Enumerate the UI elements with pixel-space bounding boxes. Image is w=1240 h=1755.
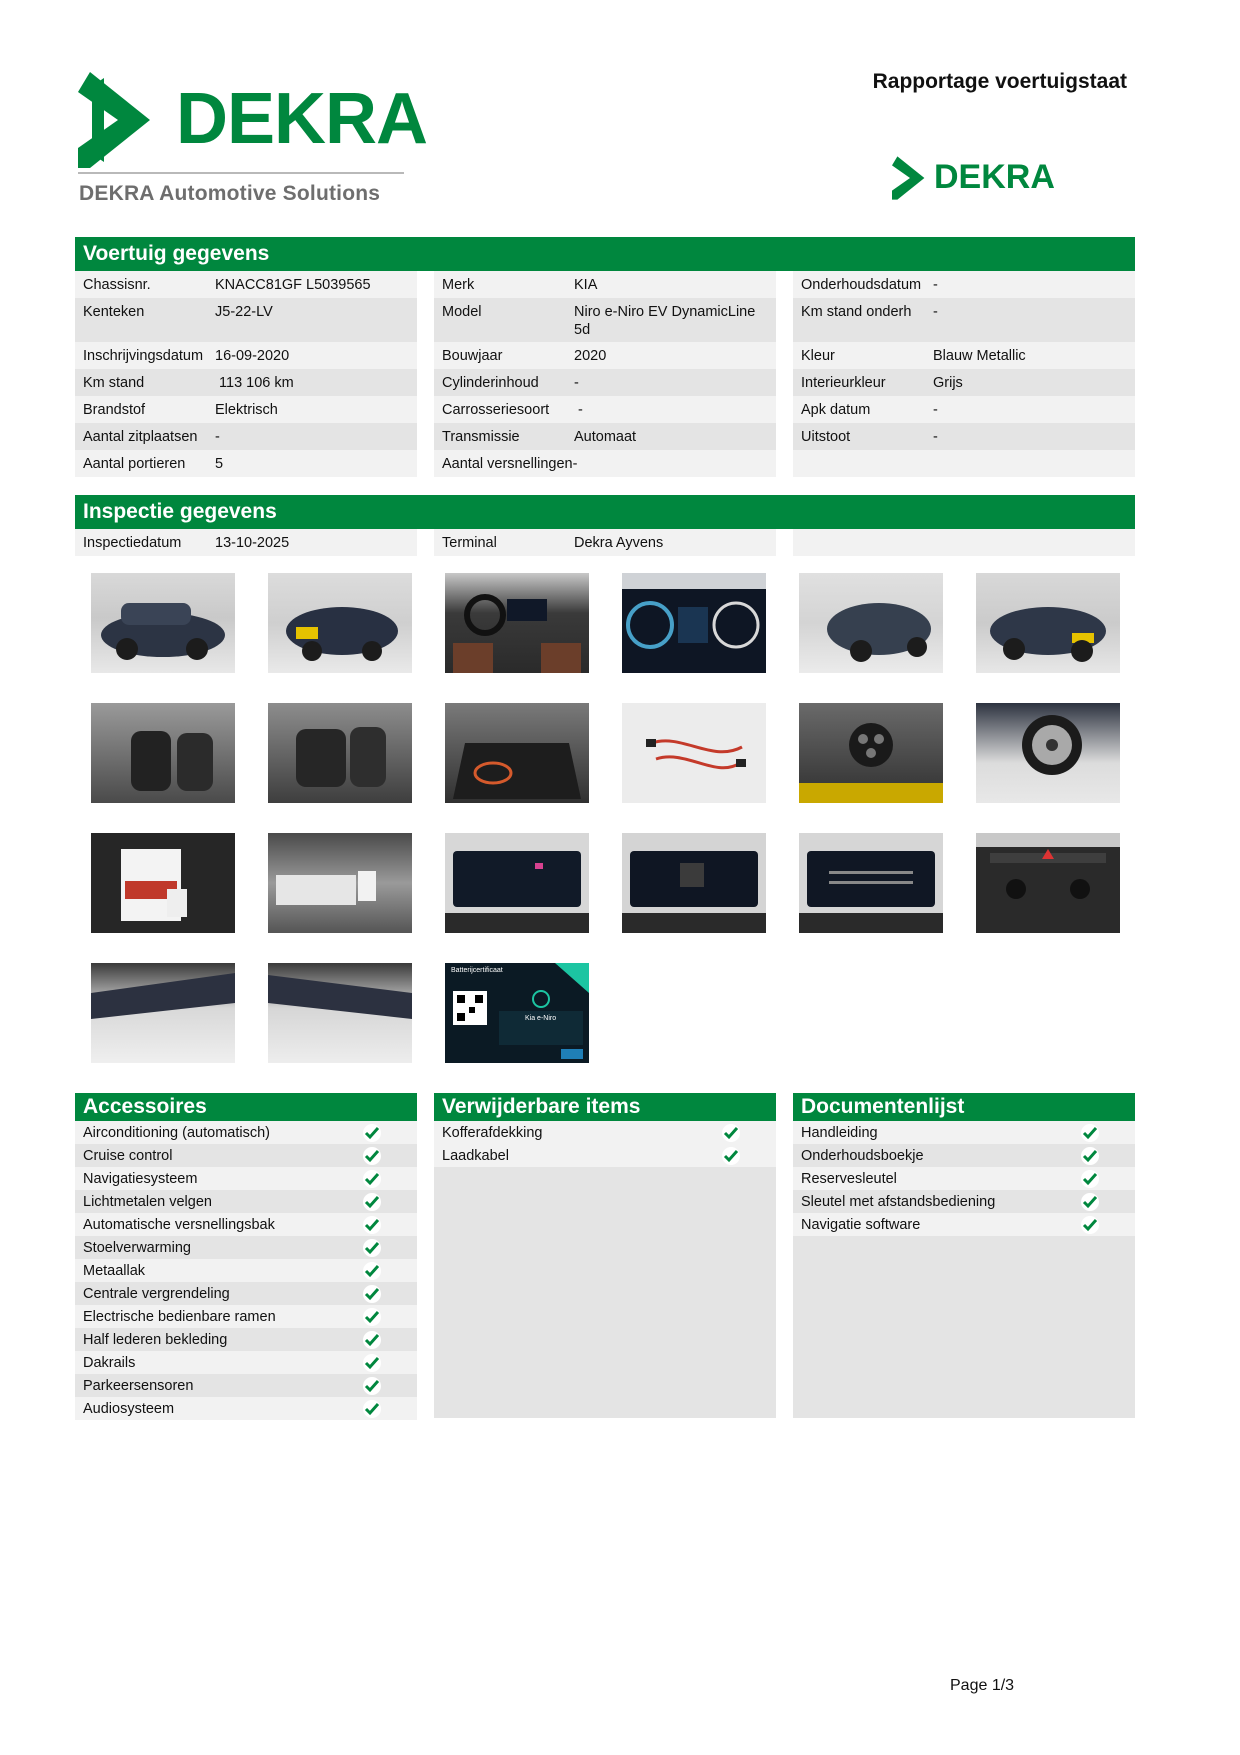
accessory-item bbox=[75, 1282, 417, 1305]
inspection-empty-row-wrap bbox=[793, 529, 1135, 556]
accessory-label: Electrische bedienbare ramen bbox=[83, 1308, 276, 1325]
check-icon bbox=[363, 1354, 381, 1372]
accessory-item bbox=[75, 1236, 417, 1259]
check-icon bbox=[1081, 1193, 1099, 1211]
check-icon bbox=[1081, 1170, 1099, 1188]
vehicle-row bbox=[434, 450, 776, 477]
field-label: Bouwjaar bbox=[442, 348, 503, 364]
check-icon bbox=[363, 1308, 381, 1326]
vehicle-row bbox=[793, 396, 1135, 423]
rear-seats-image bbox=[268, 703, 412, 803]
field-label: Uitstoot bbox=[801, 429, 851, 445]
check-icon bbox=[1081, 1124, 1099, 1142]
accessory-item bbox=[75, 1305, 417, 1328]
cluster-image bbox=[622, 573, 766, 673]
vehicle-row bbox=[793, 423, 1135, 450]
photo-rear-left-exterior[interactable] bbox=[799, 573, 943, 673]
field-value: 5 bbox=[215, 456, 224, 472]
dekra-small-logo bbox=[886, 156, 1056, 204]
document-label: Handleiding bbox=[801, 1124, 878, 1141]
vehicle-row bbox=[434, 369, 776, 396]
vehicle-row bbox=[75, 423, 417, 450]
photo-climate-controls[interactable] bbox=[976, 833, 1120, 933]
check-icon bbox=[1081, 1216, 1099, 1234]
field-value: KNACC81GF L5039565 bbox=[215, 277, 371, 293]
accessory-label: Half lederen bekleding bbox=[83, 1331, 228, 1348]
field-value: - bbox=[215, 429, 220, 445]
accessory-label: Airconditioning (automatisch) bbox=[83, 1124, 270, 1141]
photo-sill-right[interactable] bbox=[268, 963, 412, 1063]
accessory-item bbox=[75, 1213, 417, 1236]
check-icon bbox=[722, 1124, 740, 1142]
vehicle-col-3 bbox=[793, 271, 1135, 477]
field-label: Merk bbox=[442, 277, 475, 293]
vehicle-row bbox=[75, 396, 417, 423]
vehicle-row bbox=[793, 342, 1135, 369]
document-item bbox=[793, 1144, 1135, 1167]
photo-instrument-cluster[interactable] bbox=[622, 573, 766, 673]
photo-front-left-exterior[interactable] bbox=[91, 573, 235, 673]
field-value: - bbox=[572, 456, 578, 472]
field-value: Automaat bbox=[574, 429, 637, 445]
photo-manuals[interactable] bbox=[91, 833, 235, 933]
accessory-label: Audiosysteem bbox=[83, 1400, 175, 1417]
car-rear-image bbox=[268, 573, 412, 673]
field-label: Aantal zitplaatsen bbox=[83, 429, 198, 445]
photo-rear-seats[interactable] bbox=[268, 703, 412, 803]
check-icon bbox=[363, 1239, 381, 1257]
photo-infotainment-1[interactable] bbox=[445, 833, 589, 933]
photo-sill-left[interactable] bbox=[91, 963, 235, 1063]
inspection-terminal-row bbox=[434, 529, 776, 556]
vehicle-row bbox=[793, 450, 1135, 477]
photo-wheel[interactable] bbox=[976, 703, 1120, 803]
accessories-heading: Accessoires bbox=[75, 1093, 417, 1121]
manuals-image bbox=[91, 833, 235, 933]
field-label: Km stand onderh bbox=[801, 304, 912, 320]
sill-left-image bbox=[91, 963, 235, 1063]
removable-items-heading: Verwijderbare items bbox=[434, 1093, 776, 1121]
vehicle-row bbox=[75, 342, 417, 369]
field-value: J5-22-LV bbox=[215, 304, 273, 320]
check-icon bbox=[363, 1193, 381, 1211]
photo-infotainment-2[interactable] bbox=[622, 833, 766, 933]
small-logo-wordmark: DEKRA bbox=[934, 158, 1055, 196]
removable-label: Kofferafdekking bbox=[442, 1124, 543, 1141]
field-label: Model bbox=[442, 304, 482, 320]
photo-door-sticker[interactable] bbox=[268, 833, 412, 933]
document-label: Navigatie software bbox=[801, 1216, 921, 1233]
check-icon bbox=[363, 1377, 381, 1395]
door-sticker-image bbox=[268, 833, 412, 933]
field-label: Aantal versnellingen bbox=[442, 456, 573, 472]
climate-controls-image bbox=[976, 833, 1120, 933]
field-label: Interieurkleur bbox=[801, 375, 886, 391]
photo-trunk[interactable] bbox=[445, 703, 589, 803]
document-label: Reservesleutel bbox=[801, 1170, 897, 1187]
field-value: - bbox=[933, 429, 938, 445]
field-value: 16-09-2020 bbox=[215, 348, 290, 364]
field-value: - bbox=[933, 277, 938, 293]
report-title: Rapportage voertuigstaat bbox=[872, 70, 1127, 93]
logo-divider bbox=[78, 172, 404, 174]
field-label: Apk datum bbox=[801, 402, 871, 418]
photo-battery-certificate[interactable] bbox=[445, 963, 589, 1063]
field-value: 113 106 km bbox=[215, 375, 294, 391]
dekra-small-arrow-icon bbox=[892, 156, 928, 200]
accessory-label: Metaallak bbox=[83, 1262, 146, 1279]
car-front-right-image bbox=[976, 573, 1120, 673]
document-item bbox=[793, 1190, 1135, 1213]
field-value: Elektrisch bbox=[215, 402, 278, 418]
trunk-image bbox=[445, 703, 589, 803]
photo-front-seats[interactable] bbox=[91, 703, 235, 803]
vehicle-row bbox=[434, 396, 776, 423]
accessory-item bbox=[75, 1190, 417, 1213]
vehicle-row bbox=[434, 271, 776, 298]
document-item bbox=[793, 1121, 1135, 1144]
vehicle-row bbox=[793, 369, 1135, 396]
charging-cable-image bbox=[622, 703, 766, 803]
field-label: Kenteken bbox=[83, 304, 145, 320]
document-label: Sleutel met afstandsbediening bbox=[801, 1193, 996, 1210]
field-label: Inschrijvingsdatum bbox=[83, 348, 204, 364]
field-value: Dekra Ayvens bbox=[574, 535, 664, 551]
document-item bbox=[793, 1167, 1135, 1190]
vehicle-row bbox=[75, 450, 417, 477]
charging-port-image bbox=[799, 703, 943, 803]
removable-label: Laadkabel bbox=[442, 1147, 509, 1164]
car-rear-left-image bbox=[799, 573, 943, 673]
inspection-date-row-wrap bbox=[75, 529, 417, 556]
logo-subtitle: DEKRA Automotive Solutions bbox=[79, 182, 381, 205]
documents-list bbox=[793, 1121, 1135, 1418]
vehicle-row bbox=[75, 298, 417, 342]
vehicle-row bbox=[75, 271, 417, 298]
accessory-label: Automatische versnellingsbak bbox=[83, 1216, 275, 1233]
check-icon bbox=[1081, 1147, 1099, 1165]
field-label: Chassisnr. bbox=[83, 277, 151, 293]
vehicle-row bbox=[793, 298, 1135, 342]
dekra-arrow-icon bbox=[78, 72, 158, 168]
field-label: Cylinderinhoud bbox=[442, 375, 539, 391]
field-value: - bbox=[574, 402, 583, 418]
vehicle-row bbox=[434, 298, 776, 342]
field-label: Km stand bbox=[83, 375, 145, 391]
photo-infotainment-3[interactable] bbox=[799, 833, 943, 933]
infotainment-1-image bbox=[445, 833, 589, 933]
field-label: Onderhoudsdatum bbox=[801, 277, 922, 293]
front-seats-image bbox=[91, 703, 235, 803]
check-icon bbox=[363, 1216, 381, 1234]
sill-right-image bbox=[268, 963, 412, 1063]
field-label: Kleur bbox=[801, 348, 835, 364]
field-label: Inspectiedatum bbox=[83, 535, 182, 551]
check-icon bbox=[363, 1331, 381, 1349]
page-number: Page 1/3 bbox=[950, 1677, 1015, 1694]
inspection-terminal-row-wrap bbox=[434, 529, 776, 556]
vehicle-col-1 bbox=[75, 271, 417, 477]
accessory-label: Navigatiesysteem bbox=[83, 1170, 198, 1187]
removable-item bbox=[434, 1121, 776, 1144]
dashboard-image bbox=[445, 573, 589, 673]
removable-items-list bbox=[434, 1121, 776, 1418]
field-value: KIA bbox=[574, 277, 598, 293]
photo-dashboard-interior[interactable] bbox=[445, 573, 589, 673]
check-icon bbox=[363, 1400, 381, 1418]
inspection-section-heading: Inspectie gegevens bbox=[75, 495, 1135, 529]
logo-wordmark: DEKRA bbox=[176, 79, 428, 159]
vehicle-section-heading: Voertuig gegevens bbox=[75, 237, 1135, 271]
wheel-image bbox=[976, 703, 1120, 803]
vehicle-row bbox=[75, 369, 417, 396]
inspection-empty-row bbox=[793, 529, 1135, 556]
accessory-item bbox=[75, 1167, 417, 1190]
infotainment-3-image bbox=[799, 833, 943, 933]
accessory-item bbox=[75, 1397, 417, 1420]
field-label: Transmissie bbox=[442, 429, 520, 445]
check-icon bbox=[363, 1170, 381, 1188]
accessory-label: Centrale vergrendeling bbox=[83, 1285, 230, 1302]
vehicle-row bbox=[434, 342, 776, 369]
accessory-item bbox=[75, 1259, 417, 1282]
removable-item bbox=[434, 1144, 776, 1167]
field-value: 2020 bbox=[574, 348, 607, 364]
photo-charging-cable[interactable] bbox=[622, 703, 766, 803]
accessories-list bbox=[75, 1121, 417, 1418]
document-item bbox=[793, 1213, 1135, 1236]
field-value: - bbox=[574, 375, 579, 391]
accessory-label: Lichtmetalen velgen bbox=[83, 1193, 212, 1210]
vehicle-col-2 bbox=[434, 271, 776, 477]
accessory-label: Cruise control bbox=[83, 1147, 173, 1164]
field-label: Terminal bbox=[442, 535, 497, 551]
field-label: Brandstof bbox=[83, 402, 146, 418]
field-label: Carrosseriesoort bbox=[442, 402, 550, 418]
field-value: 13-10-2025 bbox=[215, 535, 290, 551]
field-value: Blauw Metallic bbox=[933, 348, 1026, 364]
photo-rear-exterior[interactable] bbox=[268, 573, 412, 673]
field-value: - bbox=[933, 304, 938, 320]
certificate-model: Kia e-Niro bbox=[525, 1015, 557, 1022]
dekra-logo bbox=[78, 70, 428, 210]
field-value: Niro e-Niro EV DynamicLine 5d bbox=[574, 304, 756, 338]
check-icon bbox=[722, 1147, 740, 1165]
field-label: Aantal portieren bbox=[83, 456, 186, 472]
field-value: Grijs bbox=[933, 375, 963, 391]
field-value: - bbox=[933, 402, 938, 418]
certificate-title: Batterijcertificaat bbox=[451, 967, 503, 974]
accessory-label: Parkeersensoren bbox=[83, 1377, 194, 1394]
battery-certificate-image bbox=[445, 963, 589, 1063]
check-icon bbox=[363, 1285, 381, 1303]
accessory-item bbox=[75, 1351, 417, 1374]
photo-front-right-exterior[interactable] bbox=[976, 573, 1120, 673]
accessory-item bbox=[75, 1121, 417, 1144]
check-icon bbox=[363, 1124, 381, 1142]
photo-charging-port[interactable] bbox=[799, 703, 943, 803]
vehicle-row bbox=[793, 271, 1135, 298]
accessory-label: Stoelverwarming bbox=[83, 1239, 191, 1256]
accessory-item bbox=[75, 1328, 417, 1351]
accessory-item bbox=[75, 1144, 417, 1167]
document-label: Onderhoudsboekje bbox=[801, 1147, 924, 1164]
check-icon bbox=[363, 1147, 381, 1165]
check-icon bbox=[363, 1262, 381, 1280]
infotainment-2-image bbox=[622, 833, 766, 933]
car-front-left-image bbox=[91, 573, 235, 673]
inspection-date-row bbox=[75, 529, 417, 556]
vehicle-row bbox=[434, 423, 776, 450]
accessory-label: Dakrails bbox=[83, 1354, 136, 1371]
accessory-item bbox=[75, 1374, 417, 1397]
documents-heading: Documentenlijst bbox=[793, 1093, 1135, 1121]
